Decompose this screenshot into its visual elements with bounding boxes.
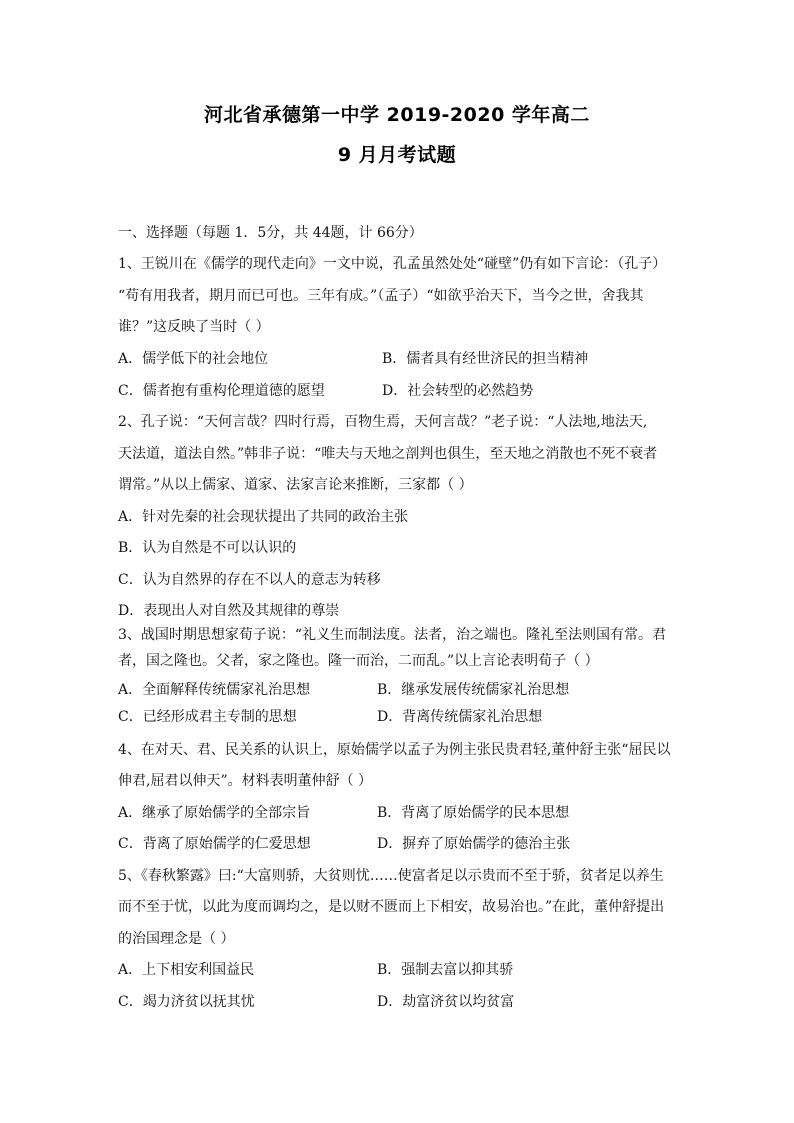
question-4-stem-line-2: 伸君,屈君以伸天”。材料表明董仲舒（ ）	[118, 773, 373, 789]
question-2-stem-line-3: 谓常。”从以上儒家、道家、法家言论来推断，三家都（ ）	[118, 477, 473, 493]
question-5-stem-line-1: 5、《春秋繁露》曰:“大富则骄，大贫则忧……使富者足以示贵而不至于骄，贫者足以养生	[118, 868, 664, 884]
question-2-option-a: A．针对先秦的社会现状提出了共同的政治主张	[118, 509, 409, 525]
question-3-stem-line-1: 3、战国时期思想家荀子说：“礼义生而制法度。法者，治之端也。隆礼至法则国有常。君	[118, 627, 667, 643]
question-2-stem-line-2: 天法道，道法自然。”韩非子说：“唯夫与天地之剖判也俱生，至天地之消散也不死不衰者	[118, 446, 658, 462]
section-header: 一、选择题（每题 1．5分，共 44题，计 66分）	[118, 225, 423, 241]
question-4-option-b: B．背离了原始儒学的民本思想	[377, 805, 570, 821]
question-4-option-a: A．继承了原始儒学的全部宗旨	[118, 805, 311, 821]
question-4-stem-line-1: 4、在对天、君、民关系的认识上，原始儒学以孟子为例主张民贵君轻,董仲舒主张“屈民以	[118, 742, 671, 758]
question-4-option-c: C．背离了原始儒学的仁爱思想	[118, 836, 311, 852]
question-3-option-d: D．背离传统儒家礼治思想	[377, 709, 543, 725]
question-5-stem-line-3: 的治国理念是（ ）	[118, 931, 235, 947]
question-3-option-c: C．已经形成君主专制的思想	[118, 709, 297, 725]
exam-title: 河北省承德第一中学 2019-2020 学年高二	[204, 104, 590, 126]
question-1-stem-line-2: “苟有用我者，期月而已可也。三年有成。”（孟子）“如欲乎治天下，当今之世，舍我其	[118, 288, 644, 304]
question-1-option-c: C．儒者抱有重构伦理道德的愿望	[118, 383, 325, 399]
question-2-option-b: B．认为自然是不可以认识的	[118, 540, 297, 556]
question-2-stem-line-1: 2、孔子说：“天何言哉？四时行焉，百物生焉，天何言哉？”老子说：“人法地,地法天,	[118, 414, 648, 430]
question-5-stem-line-2: 而不至于忧，以此为度而调均之，是以财不匮而上下相安，故易治也。”在此，董仲舒提出	[118, 899, 665, 915]
question-5-option-a: A．上下相安利国益民	[118, 962, 255, 978]
question-3-option-b: B．继承发展传统儒家礼治思想	[377, 682, 570, 698]
question-2-option-d: D．表现出人对自然及其规律的尊崇	[118, 603, 340, 619]
question-1-option-b: B．儒者具有经世济民的担当精神	[382, 351, 589, 367]
question-5-option-c: C．竭力济贫以抚其忧	[118, 994, 255, 1010]
question-1-stem-line-1: 1、王锐川在《儒学的现代走向》一文中说，孔孟虽然处处“碰壁”仍有如下言论：（孔子）	[118, 256, 667, 272]
exam-subtitle: 9 月月考试题	[337, 144, 457, 166]
question-2-option-c: C．认为自然界的存在不以人的意志为转移	[118, 572, 381, 588]
question-3-stem-line-2: 者，国之隆也。父者，家之隆也。隆一而治，二而乱。”以上言论表明荀子（ ）	[118, 653, 599, 669]
question-1-stem-line-3: 谁？”这反映了当时（ ）	[118, 319, 270, 335]
question-5-option-d: D．劫富济贫以均贫富	[377, 994, 515, 1010]
question-4-option-d: D．摒弃了原始儒学的德治主张	[377, 836, 571, 852]
question-3-option-a: A．全面解释传统儒家礼治思想	[118, 682, 311, 698]
question-1-option-d: D．社会转型的必然趋势	[382, 383, 534, 399]
question-5-option-b: B．强制去富以抑其骄	[377, 962, 514, 978]
question-1-option-a: A．儒学低下的社会地位	[118, 351, 269, 367]
